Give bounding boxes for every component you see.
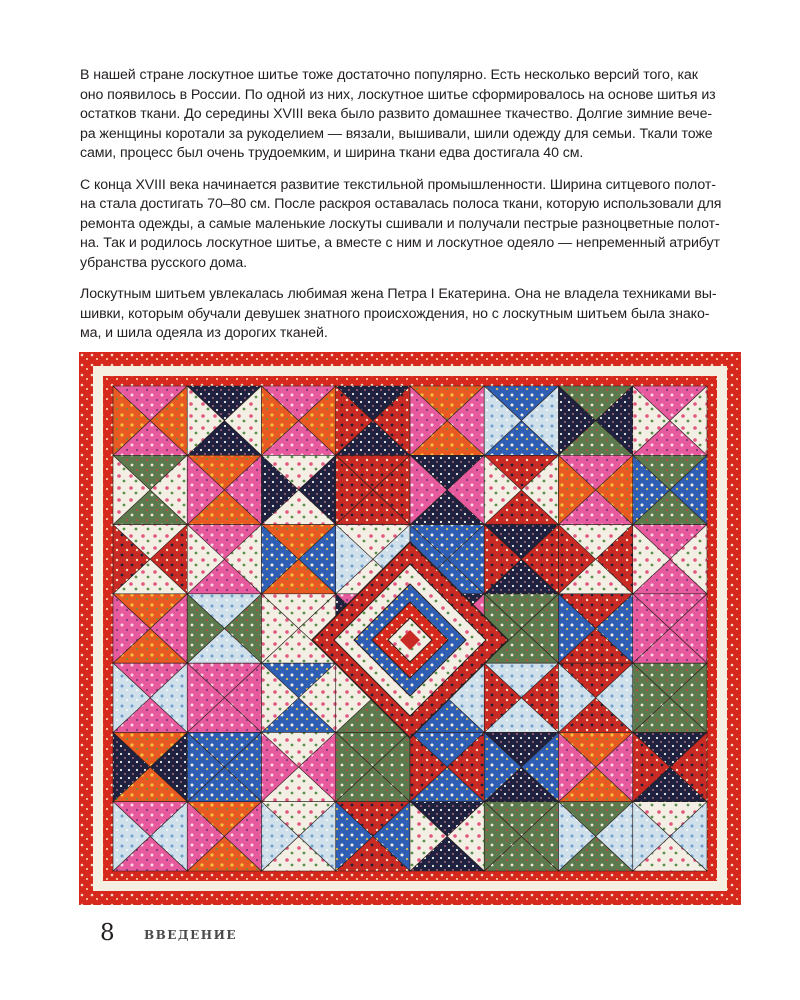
text-line: убранства русского дома.	[80, 254, 247, 271]
text-line: ра женщины коротали за рукоделием — вязали, вышивали, шили одежду для семьи. Ткали тоже	[80, 125, 713, 142]
text-line: на стала достигать 70–80 см. После раскроя оставалась полоса ткани, которую использовали для	[80, 196, 722, 212]
section-title: ВВЕДЕНИЕ	[144, 928, 238, 942]
body-text	[80, 66, 735, 356]
text-line: остатков ткани. До середины XVIII века было развито домашнее ткачество. Долгие зимние вече-	[80, 106, 712, 122]
paragraph-1	[80, 66, 735, 164]
text-line: оно появилось в России. По одной из них, лоскутное шитье сформировалось на основе шитья из	[80, 86, 716, 103]
text-line: шивки, которым обучали девушек знатного происхождения, но с лоскутным шитьем была знако-	[80, 305, 710, 322]
paragraph-2	[80, 176, 735, 274]
text-line: В нашей стране лоскутное шитье тоже достаточно популярно. Есть несколько версий того, как	[80, 67, 698, 83]
text-line: сами, процесс был очень трудоемким, и ширина ткани едва достигала 40 см.	[80, 145, 584, 161]
text-line: на. Так и родилось лоскутное шитье, а вместе с ним и лоскутное одеяло — непременный атрибут	[80, 235, 720, 251]
text-line: ма, и шила одеяла из дорогих тканей.	[80, 325, 328, 341]
text-line: ремонта одежды, а самые маленькие лоскуты сшивали и получали пестрые разноцветные полот-	[80, 215, 720, 232]
text-line: С конца XVIII века начинается развитие текстильной промышленности. Ширина ситцевого полот-	[80, 176, 716, 193]
paragraph-3	[80, 285, 735, 344]
patchwork-quilt-photo	[79, 352, 741, 905]
text-line: Лоскутным шитьем увлекалась любимая жена Петра I Екатерина. Она не владела техниками вы-	[80, 286, 717, 302]
page-number: 8	[100, 920, 115, 946]
